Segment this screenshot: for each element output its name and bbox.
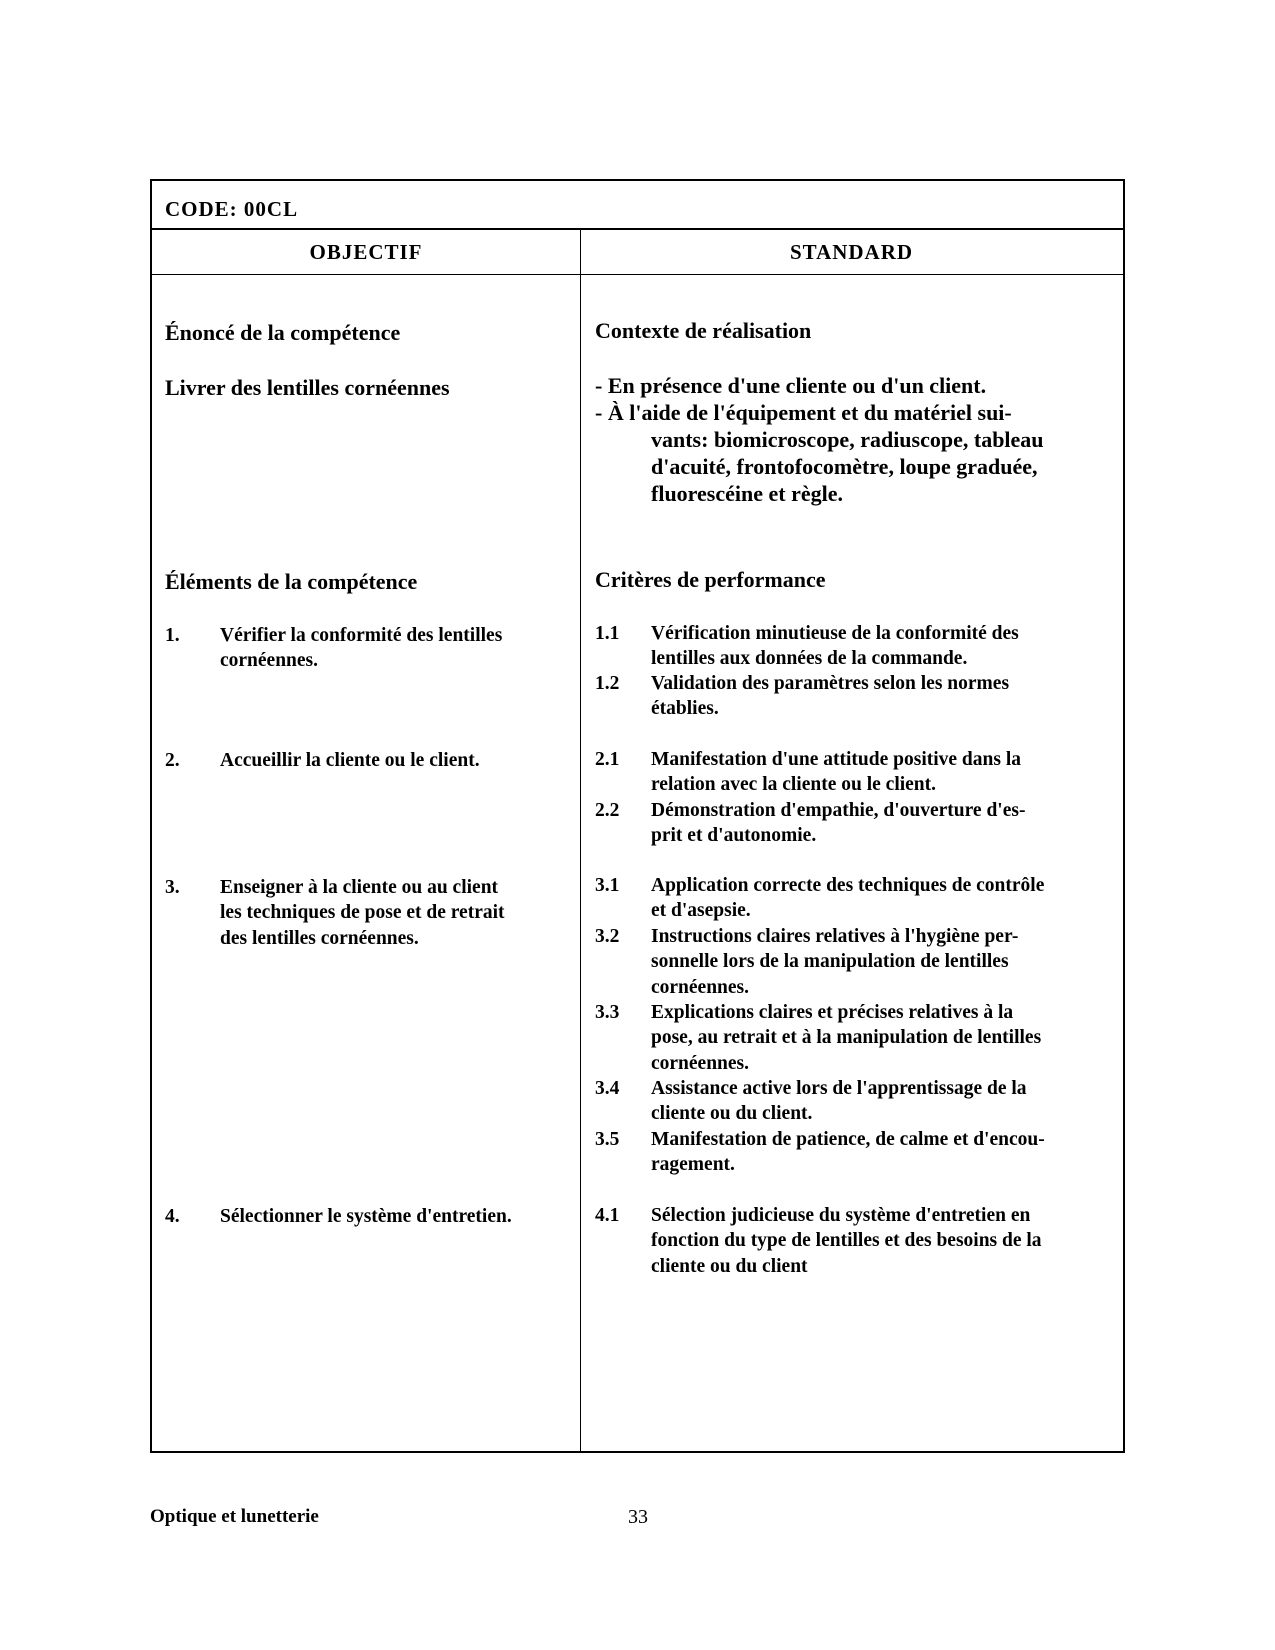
contexte-line: - En présence d'une cliente ou d'un client.	[595, 373, 987, 398]
critere-line: cliente ou du client	[651, 1255, 808, 1277]
critere-number: 3.5	[595, 1129, 620, 1150]
competency-table	[150, 179, 1125, 1453]
critere-number: 3.2	[595, 926, 620, 947]
critere-number: 3.3	[595, 1002, 620, 1023]
critere-line: lentilles aux données de la commande.	[651, 648, 968, 670]
critere-line: Sélection judicieuse du système d'entretien en	[651, 1205, 1031, 1226]
critere-line: Démonstration d'empathie, d'ouverture d'es-	[651, 800, 1026, 821]
element-number: 2.	[165, 750, 180, 771]
contexte-line: - À l'aide de l'équipement et du matériel sui-	[595, 400, 1012, 425]
code-label: CODE: 00CL	[165, 197, 299, 221]
column-divider	[580, 228, 581, 1451]
element-line: cornéennes.	[220, 650, 319, 672]
critere-line: Application correcte des techniques de contrôle	[651, 875, 1045, 896]
critere-line: cornéennes.	[651, 976, 750, 998]
element-number: 3.	[165, 877, 180, 898]
contexte-heading: Contexte de réalisation	[595, 318, 812, 343]
critere-number: 2.1	[595, 749, 620, 770]
critere-line: Vérification minutieuse de la conformité des	[651, 623, 1019, 644]
element-line: Accueillir la cliente ou le client.	[220, 750, 480, 771]
critere-number: 1.1	[595, 623, 620, 644]
critere-line: cliente ou du client.	[651, 1103, 813, 1125]
critere-number: 2.2	[595, 800, 620, 821]
element-number: 1.	[165, 625, 180, 646]
enonce-text: Livrer des lentilles cornéennes	[165, 375, 450, 400]
element-number: 4.	[165, 1206, 180, 1227]
enonce-heading: Énoncé de la compétence	[165, 320, 401, 345]
header-objectif: OBJECTIF	[309, 240, 423, 264]
critere-line: et d'asepsie.	[651, 900, 751, 922]
header-row	[152, 228, 1123, 275]
critere-line: prit et d'autonomie.	[651, 825, 817, 847]
critere-line: ragement.	[651, 1154, 735, 1176]
critere-line: Instructions claires relatives à l'hygiène per-	[651, 926, 1019, 947]
critere-number: 4.1	[595, 1205, 620, 1226]
contexte-line: vants: biomicroscope, radiuscope, tableau	[651, 427, 1044, 452]
critere-line: Validation des paramètres selon les normes	[651, 673, 1010, 694]
contexte-line: fluorescéine et règle.	[651, 481, 844, 506]
element-line: Vérifier la conformité des lentilles	[220, 625, 503, 646]
critere-number: 1.2	[595, 673, 620, 694]
element-line: des lentilles cornéennes.	[220, 927, 419, 949]
critere-line: établies.	[651, 698, 719, 720]
critere-line: cornéennes.	[651, 1052, 750, 1074]
critere-line: Assistance active lors de l'apprentissage de la	[651, 1078, 1027, 1099]
elements-heading: Éléments de la compétence	[165, 569, 418, 594]
critere-line: pose, au retrait et à la manipulation de lentilles	[651, 1027, 1042, 1049]
criteres-heading: Critères de performance	[595, 567, 826, 592]
critere-number: 3.4	[595, 1078, 620, 1099]
critere-line: Manifestation d'une attitude positive dans la	[651, 749, 1021, 770]
element-line: Sélectionner le système d'entretien.	[220, 1206, 512, 1227]
contexte-line: d'acuité, frontofocomètre, loupe graduée,	[651, 454, 1038, 479]
critere-line: Manifestation de patience, de calme et d'encou-	[651, 1129, 1045, 1150]
footer-program-name: Optique et lunetterie	[150, 1506, 319, 1527]
page-number: 33	[628, 1506, 648, 1528]
critere-line: relation avec la cliente ou le client.	[651, 774, 937, 796]
element-line: les techniques de pose et de retrait	[220, 902, 505, 924]
critere-line: fonction du type de lentilles et des besoins de la	[651, 1230, 1042, 1252]
critere-line: Explications claires et précises relatives à la	[651, 1002, 1014, 1023]
code-row	[152, 181, 1123, 230]
header-standard: STANDARD	[789, 240, 914, 264]
critere-line: sonnelle lors de la manipulation de lentilles	[651, 951, 1009, 973]
element-line: Enseigner à la cliente ou au client	[220, 877, 499, 898]
critere-number: 3.1	[595, 875, 620, 896]
